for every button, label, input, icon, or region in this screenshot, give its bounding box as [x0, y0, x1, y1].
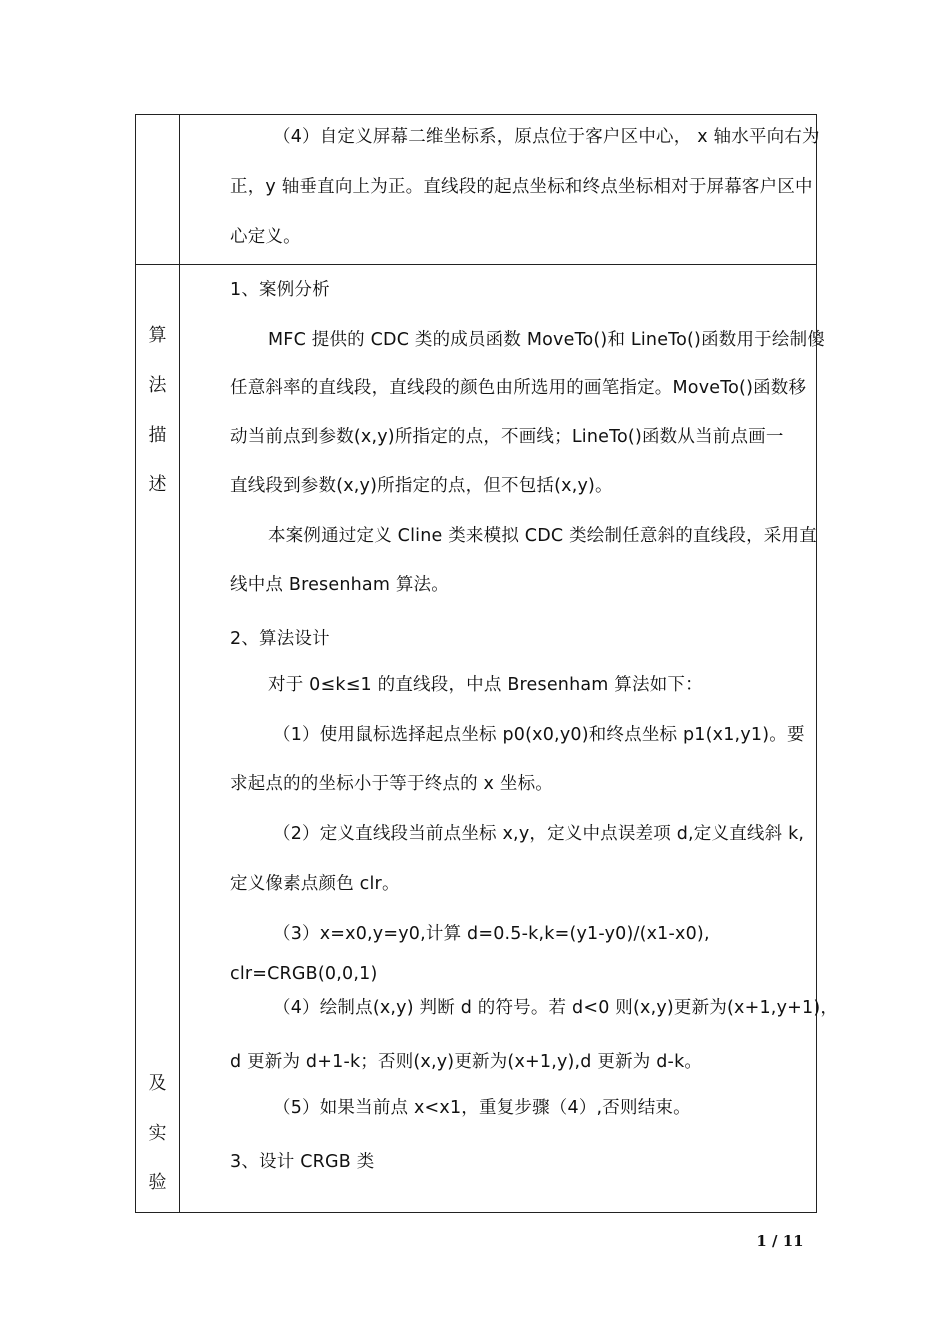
side-char-4: 述	[148, 474, 167, 495]
side-char-5: 及	[148, 1073, 167, 1094]
section1-para2-line-2: 线中点 Bresenham 算法。	[230, 575, 449, 595]
step2-line-1: （2）定义直线段当前点坐标 x,y，定义中点误差项 d,定义直线斜 k,	[273, 824, 805, 844]
side-char-3: 描	[148, 425, 167, 446]
side-char-2: 法	[148, 375, 167, 396]
step5-line: （5）如果当前点 x<x1，重复步骤（4）,否则结束。	[273, 1098, 691, 1118]
section1-para1-line-4: 直线段到参数(x,y)所指定的点，但不包括(x,y)。	[230, 476, 613, 496]
step3-line-2: clr=CRGB(0,0,1)	[230, 964, 378, 984]
step1-line-2: 求起点的的坐标小于等于终点的 x 坐标。	[230, 774, 553, 794]
side-char-7: 验	[148, 1172, 167, 1193]
section1-para2-line-1: 本案例通过定义 Cline 类来模拟 CDC 类绘制任意斜的直线段，采用直	[268, 526, 817, 546]
definition-cell	[180, 115, 820, 265]
row1-line-2: 正，y 轴垂直向上为正。直线段的起点坐标和终点坐标相对于屏幕客户区中	[230, 177, 813, 197]
step3-line-1: （3）x=x0,y=y0,计算 d=0.5-k,k=(y1-y0)/(x1-x0),	[273, 924, 710, 944]
row1-line-3: 心定义。	[230, 227, 301, 247]
section1-para1-line-3: 动当前点到参数(x,y)所指定的点，不画线；LineTo()函数从当前点画一	[230, 427, 784, 447]
step4-line-2: d 更新为 d+1-k；否则(x,y)更新为(x+1,y),d 更新为 d-k。	[230, 1052, 703, 1072]
section2-heading: 2、算法设计	[230, 629, 330, 649]
algorithm-cell	[180, 265, 839, 1213]
row1-line-1: （4）自定义屏幕二维坐标系，原点位于客户区中心， x 轴水平向右为	[273, 127, 820, 147]
section2-intro: 对于 0≤k≤1 的直线段，中点 Bresenham 算法如下：	[268, 675, 703, 695]
section1-para1-line-2: 任意斜率的直线段，直线段的颜色由所选用的画笔指定。MoveTo()函数移	[230, 378, 807, 398]
side-char-1: 算	[148, 325, 167, 346]
section3-heading: 3、设计 CRGB 类	[230, 1152, 375, 1172]
side-label-cell-empty	[136, 115, 180, 265]
page-number: 1 / 11	[756, 1232, 804, 1250]
content-table	[135, 114, 839, 1213]
step4-line-1: （4）绘制点(x,y) 判断 d 的符号。若 d<0 则(x,y)更新为(x+1,y+1)，	[273, 998, 839, 1018]
side-char-6: 实	[148, 1123, 167, 1144]
step2-line-2: 定义像素点颜色 clr。	[230, 874, 400, 894]
side-label-cell	[136, 265, 180, 1213]
step1-line-1: （1）使用鼠标选择起点坐标 p0(x0,y0)和终点坐标 p1(x1,y1)。要	[273, 725, 805, 745]
section1-para1-line-1: MFC 提供的 CDC 类的成员函数 MoveTo()和 LineTo()函数用于绘制傻	[268, 330, 825, 350]
section1-heading: 1、案例分析	[230, 280, 330, 300]
